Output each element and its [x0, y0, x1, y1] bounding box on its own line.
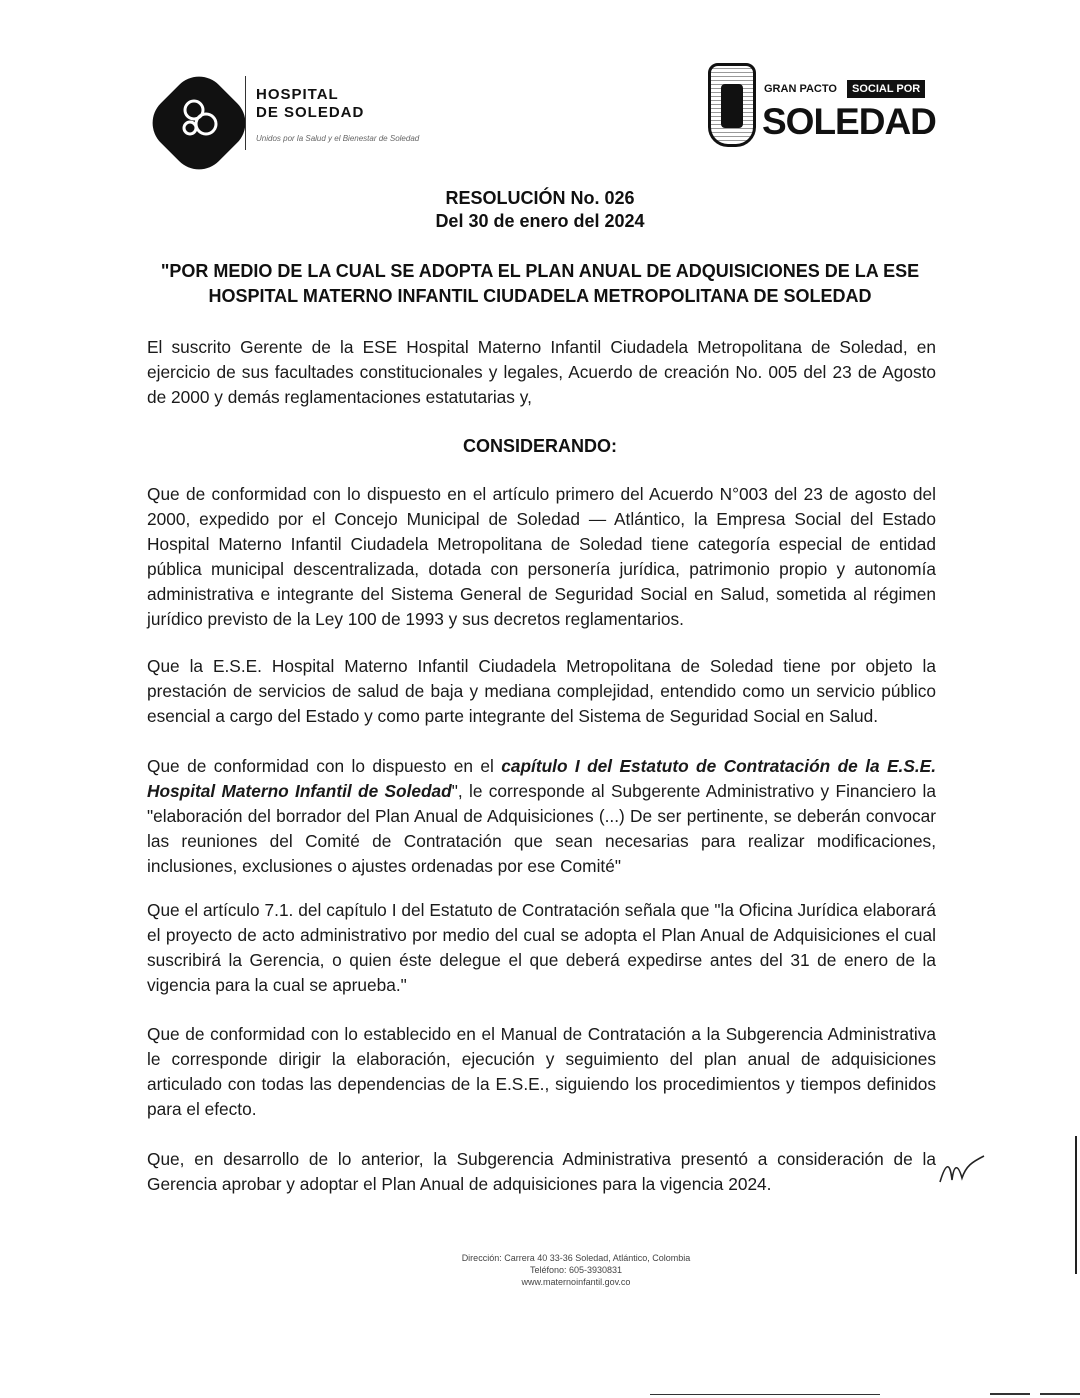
resolution-date: Del 30 de enero del 2024	[435, 211, 645, 231]
paragraph-3-pre: Que de conformidad con lo dispuesto en el	[147, 756, 502, 776]
initials-signature	[936, 1152, 990, 1192]
scan-bottom-line	[650, 1394, 880, 1395]
considerando-heading: CONSIDERANDO:	[462, 436, 617, 456]
paragraph-5: Que de conformidad con lo establecido en el Manual de Contratación a la Subgerencia Administrativa le corresponde dirigir la elaboración, ejecución y seguimiento del plan anual de adquisiciones articulado con todas las dependencias de la E.S.E., siguiendo los procedimientos y tiempos definidos para el efecto.	[147, 1024, 936, 1119]
hospital-tagline: Unidos por la Salud y el Bienestar de Soledad	[256, 134, 420, 143]
footer-website: www.maternoinfantil.gov.co	[521, 1277, 631, 1287]
intro-paragraph: El suscrito Gerente de la ESE Hospital Materno Infantil Ciudadela Metropolitana de Soledad, en ejercicio de sus facultades constitucionales y legales, Acuerdo de creación No. 005 del 23 de Agosto de 2000 y demás reglamentaciones estatutarias y,	[147, 337, 936, 407]
paragraph-1: Que de conformidad con lo dispuesto en el artículo primero del Acuerdo N°003 del 23 de agosto del 2000, expedido por el Concejo Municipal de Soledad — Atlántico, la Empresa Social del Estado Hospital Materno Infantil Ciudadela Metropolitana de Soledad tiene categoría especial de entidad pública municipal descentralizada, dotada con personería jurídica, patrimonio propio y autonomía administrativa e integrante del Sistema General de Seguridad Social en Salud, sometida al régimen jurídico previsto de la Ley 100 de 1993 y sus decretos reglamentarios.	[147, 484, 936, 629]
footer-address: Dirección: Carrera 40 33-36 Soledad, Atlántico, Colombia	[461, 1253, 691, 1263]
paragraph-6: Que, en desarrollo de lo anterior, la Subgerencia Administrativa presentó a consideración de la Gerencia aprobar y adoptar el Plan Anual de adquisiciones para la vigencia 2024.	[147, 1149, 936, 1194]
subject-line-1: "POR MEDIO DE LA CUAL SE ADOPTA EL PLAN ANUAL DE ADQUISICIONES DE LA ESE	[160, 261, 920, 281]
footer-phone: Teléfono: 605-3930831	[529, 1265, 623, 1275]
municipal-logo	[708, 63, 936, 149]
shield-icon	[708, 63, 756, 147]
soledad-text: SOLEDAD	[762, 101, 936, 142]
hospital-logo	[158, 76, 428, 156]
paragraph-2: Que la E.S.E. Hospital Materno Infantil Ciudadela Metropolitana de Soledad tiene por objeto la prestación de servicios de salud de baja y mediana complejidad, entendido como un servicio público esencial a cargo del Estado y como parte integrante del Sistema de Seguridad Social en Salud.	[147, 656, 936, 726]
subject-line-2: HOSPITAL MATERNO INFANTIL CIUDADELA METROPOLITANA DE SOLEDAD	[208, 286, 872, 306]
hospital-name-line2: DE SOLEDAD	[256, 104, 365, 121]
resolution-title: RESOLUCIÓN No. 026	[445, 188, 635, 208]
scan-bottom-mark	[1040, 1393, 1080, 1395]
mother-child-icon	[172, 94, 228, 142]
scan-bottom-mark	[990, 1393, 1030, 1395]
logo-divider	[245, 76, 246, 150]
paragraph-3	[147, 754, 936, 879]
paragraph-3-post: ", le corresponde al Subgerente Administrativo y Financiero la "elaboración del borrador del Plan Anual de Adquisiciones (...) De ser pertinente, se deberán convocar las reuniones del Comité de Contratación que sean necesarias para realizar modificaciones, inclusiones, exclusiones o ajustes ordenadas por ese Comité"	[147, 781, 936, 876]
paragraph-3-bold: capítulo I del Estatuto de Contratación de la E.S.E. Hospital Materno Infantil de Soledad	[147, 756, 936, 801]
social-por-badge: SOCIAL POR	[847, 80, 925, 98]
scan-margin-line	[1075, 1136, 1077, 1274]
hospital-name-line1: HOSPITAL	[256, 86, 339, 103]
gran-pacto-text: GRAN PACTO	[764, 83, 837, 95]
paragraph-4: Que el artículo 7.1. del capítulo I del Estatuto de Contratación señala que "la Oficina Jurídica elaborará el proyecto de acto administrativo por medio del cual se adopta el Plan Anual de Adquisiciones el cual suscribirá la Gerencia, o quien éste delegue el que deberá expedirse antes del 31 de enero de la vigencia para la cual se aprueba."	[147, 900, 936, 995]
